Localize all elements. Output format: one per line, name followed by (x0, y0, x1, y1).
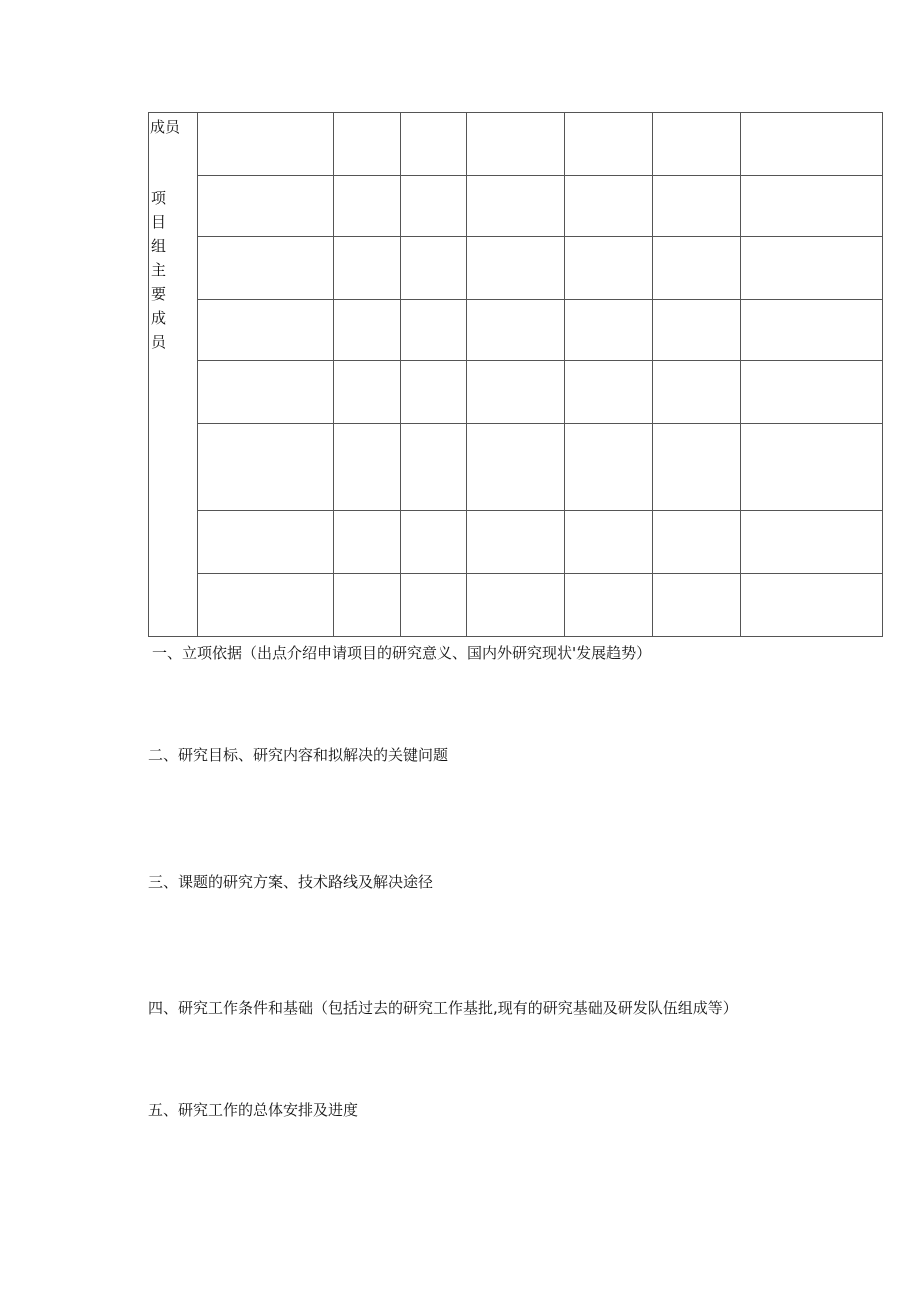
vertical-char: 项 (151, 189, 167, 207)
section-heading-3: 三、课题的研究方案、技术路线及解决途径 (148, 873, 434, 891)
column-divider (466, 112, 467, 636)
section-heading-5: 五、研究工作的总体安排及进度 (148, 1101, 359, 1119)
table-frame (148, 112, 883, 637)
row-divider (197, 423, 882, 424)
members-table (148, 112, 882, 636)
vertical-char: 组 (151, 237, 167, 255)
section-heading-1: 一、立项依据（出点介绍申请项目的研究意义、国内外研究现状'发展趋势） (152, 644, 652, 662)
column-divider (740, 112, 741, 636)
vertical-char: 要 (151, 285, 167, 303)
vertical-char: 成 (151, 309, 167, 327)
column-divider (652, 112, 653, 636)
column-divider (333, 112, 334, 636)
section-heading-2: 二、研究目标、研究内容和拟解决的关键问题 (148, 746, 449, 764)
vertical-char: 主 (151, 261, 167, 279)
project-team-vertical-label (151, 186, 171, 354)
vertical-char: 目 (151, 213, 167, 231)
row-divider (197, 236, 882, 237)
members-label: 成员 (150, 118, 181, 136)
section-heading-4: 四、研究工作条件和基础（包括过去的研究工作基批,现有的研究基础及研发队伍组成等） (148, 999, 738, 1017)
column-divider (197, 112, 198, 636)
row-divider (197, 510, 882, 511)
row-divider (197, 175, 882, 176)
row-divider (197, 299, 882, 300)
row-divider (197, 573, 882, 574)
column-divider (564, 112, 565, 636)
vertical-char: 员 (151, 333, 167, 351)
row-divider (197, 360, 882, 361)
column-divider (400, 112, 401, 636)
